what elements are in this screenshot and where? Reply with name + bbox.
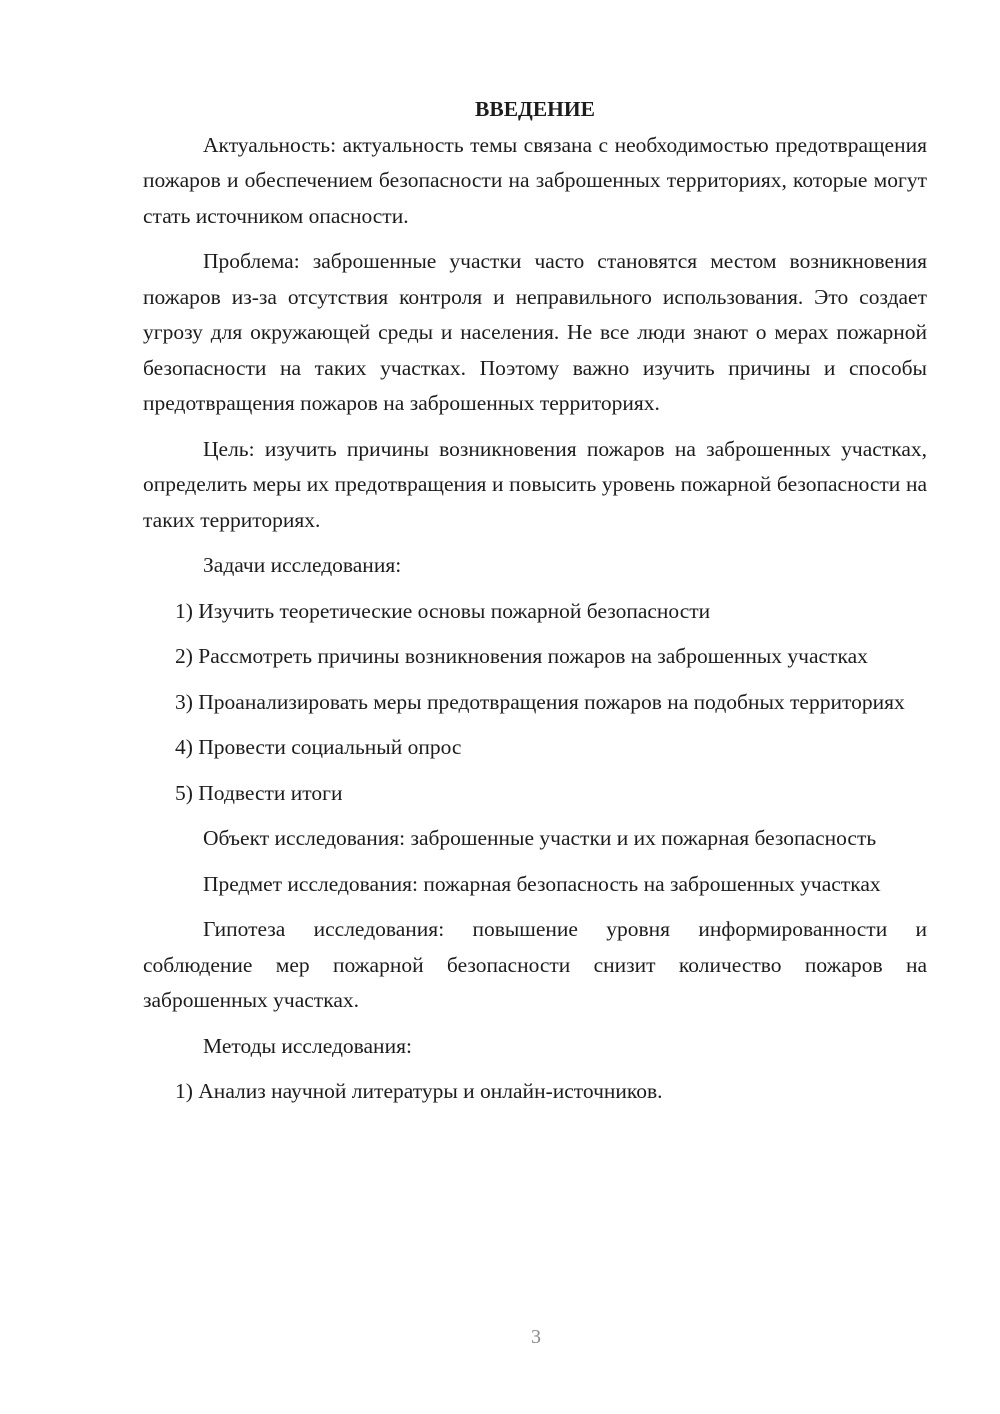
- hypothesis-paragraph: Гипотеза исследования: повышение уровня информированности и соблюдение мер пожарной безопасности снизит количество пожаров на заброшенных участках.: [143, 917, 927, 1012]
- task-item-2: 2) Рассмотреть причины возникновения пожаров на заброшенных участках: [175, 644, 868, 668]
- object-paragraph: Объект исследования: заброшенные участки и их пожарная безопасность: [203, 826, 877, 850]
- relevance-paragraph: Актуальность: актуальность темы связана с необходимостью предотвращения пожаров и обеспечением безопасности на заброшенных территориях, которые могут стать источником опасности.: [143, 132, 927, 228]
- goal-paragraph: Цель: изучить причины возникновения пожаров на заброшенных участках, определить меры их предотвращения и повысить уровень пожарной безопасности на таких территориях.: [143, 436, 927, 532]
- task-item-4: 4) Провести социальный опрос: [175, 735, 462, 759]
- task-item-3: 3) Проанализировать меры предотвращения пожаров на подобных территориях: [175, 689, 905, 714]
- section-heading: ВВЕДЕНИЕ: [475, 97, 595, 121]
- document-page: [143, 92, 927, 1120]
- page-number: 3: [531, 1326, 541, 1348]
- task-item-5: 5) Подвести итоги: [175, 780, 343, 805]
- tasks-label: Задачи исследования:: [203, 553, 402, 577]
- methods-label: Методы исследования:: [203, 1033, 412, 1058]
- task-item-1: 1) Изучить теоретические основы пожарной безопасности: [175, 598, 711, 623]
- method-item-1: 1) Анализ научной литературы и онлайн-источников.: [175, 1079, 663, 1103]
- problem-paragraph: Проблема: заброшенные участки часто становятся местом возникновения пожаров из-за отсутствия контроля и неправильного использования. Это создает угрозу для окружающей среды и населения. Не все люди знают о мерах пожарной безопасности на таких участках. Поэтому важно изучить причины и способы предотвращения пожаров на заброшенных территориях.: [143, 249, 927, 415]
- subject-paragraph: Предмет исследования: пожарная безопасность на заброшенных участках: [203, 871, 881, 896]
